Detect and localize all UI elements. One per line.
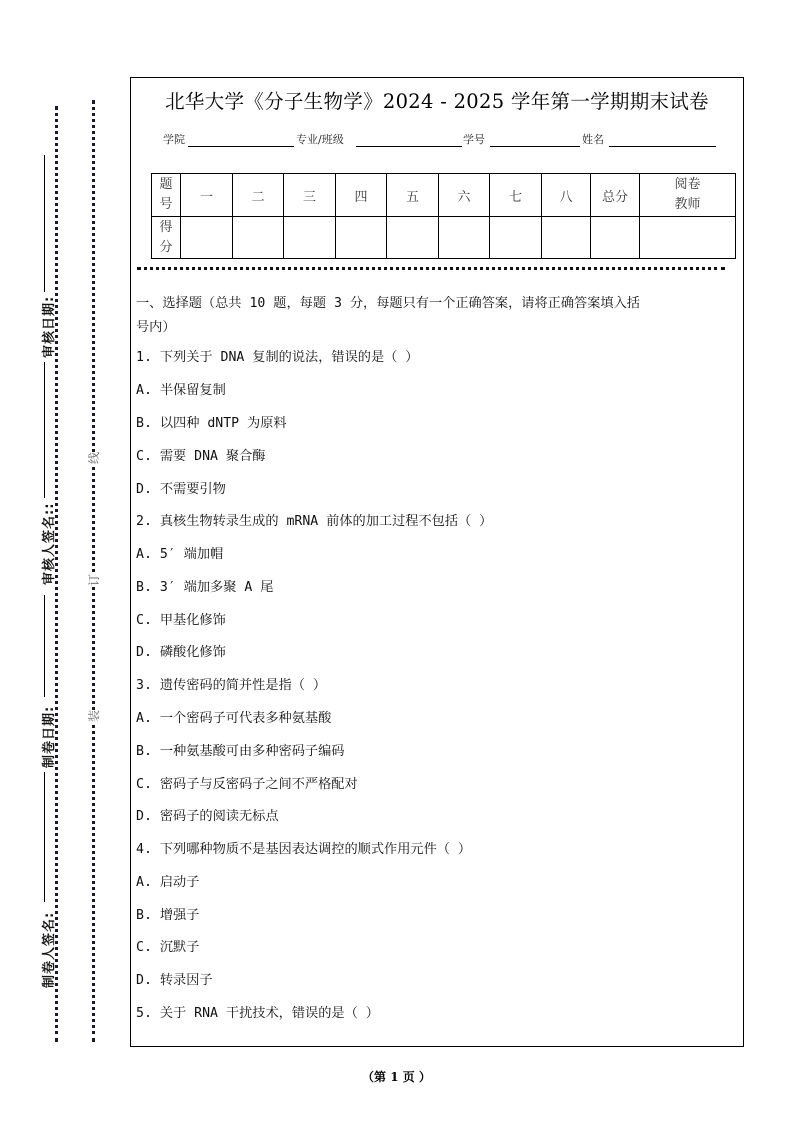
cut-mark-stitch: 装 <box>87 709 102 723</box>
score-cell[interactable] <box>439 217 490 259</box>
option-d: D. 密码子的阅读无标点 <box>136 809 279 824</box>
option-b: B. 增强子 <box>136 908 200 923</box>
signature-line-compiler <box>44 772 45 902</box>
col-header: 一 <box>181 174 233 217</box>
score-cell[interactable] <box>233 217 284 259</box>
score-cell[interactable] <box>336 217 387 259</box>
score-cell-total[interactable] <box>591 217 640 259</box>
option-d: D. 磷酸化修饰 <box>136 645 226 660</box>
name-label: 姓名 <box>582 133 604 146</box>
score-cell[interactable] <box>181 217 233 259</box>
grader-label: 阅卷 教师 <box>640 174 736 217</box>
col-header: 五 <box>387 174 439 217</box>
option-c: C. 需要 DNA 聚合酶 <box>136 449 266 464</box>
college-label: 学院 <box>163 133 185 146</box>
question-stem: 5. 关于 RNA 干扰技术，错误的是（ ） <box>136 1006 379 1021</box>
section-heading <box>136 292 740 340</box>
major-class-field[interactable] <box>356 146 462 147</box>
score-row <box>152 217 736 259</box>
binding-dotted-line-inner <box>55 106 58 1042</box>
question-stem: 3. 遗传密码的简并性是指（ ） <box>136 678 327 693</box>
score-cell[interactable] <box>284 217 336 259</box>
col-header: 七 <box>490 174 542 217</box>
option-b: B. 3′ 端加多聚 A 尾 <box>136 580 274 595</box>
col-header: 二 <box>233 174 284 217</box>
score-cell[interactable] <box>542 217 591 259</box>
option-a: A. 5′ 端加帽 <box>136 547 224 562</box>
review-date-label: 审核日期: <box>42 295 57 358</box>
col-header: 三 <box>284 174 336 217</box>
option-a: A. 半保留复制 <box>136 383 226 398</box>
option-b: B. 以四种 dNTP 为原料 <box>136 416 287 431</box>
student-id-label: 学号 <box>463 133 485 146</box>
compile-date-label: 制卷日期: <box>42 705 57 768</box>
col-header-total: 总分 <box>591 174 640 217</box>
option-c: C. 沉默子 <box>136 940 200 955</box>
cut-mark-line: 线 <box>87 451 102 465</box>
question-number-label: 题 号 <box>152 174 181 217</box>
option-a: A. 一个密码子可代表多种氨基酸 <box>136 711 332 726</box>
option-d: D. 转录因子 <box>136 973 213 988</box>
section-heading-line1: 一、选择题（总共 10 题，每题 3 分，每题只有一个正确答案，请将正确答案填入括 <box>136 296 640 311</box>
signature-line-review-date <box>44 155 45 292</box>
section-divider-dotted <box>137 267 725 270</box>
option-c: C. 密码子与反密码子之间不严格配对 <box>136 777 358 792</box>
col-header: 八 <box>542 174 591 217</box>
option-a: A. 启动子 <box>136 875 200 890</box>
score-cell[interactable] <box>387 217 439 259</box>
score-label: 得 分 <box>152 217 181 259</box>
col-header: 四 <box>336 174 387 217</box>
question-stem: 1. 下列关于 DNA 复制的说法，错误的是（ ） <box>136 350 419 365</box>
score-cell[interactable] <box>490 217 542 259</box>
option-b: B. 一种氨基酸可由多种密码子编码 <box>136 744 345 759</box>
col-header: 六 <box>439 174 490 217</box>
question-stem: 2. 真核生物转录生成的 mRNA 前体的加工过程不包括（ ） <box>136 514 493 529</box>
reviewer-signature-label: 审核人签名:: <box>42 502 57 585</box>
option-d: D. 不需要引物 <box>136 482 226 497</box>
student-id-field[interactable] <box>490 146 580 147</box>
signature-line-compile-date <box>44 595 45 697</box>
grader-signature-cell[interactable] <box>640 217 736 259</box>
major-class-label: 专业/班级 <box>296 133 344 146</box>
binding-dotted-line-outer <box>92 100 95 1042</box>
section-heading-line2: 号内） <box>136 320 176 335</box>
question-number-row <box>152 174 736 217</box>
cut-mark-bind: 订 <box>87 573 102 587</box>
option-c: C. 甲基化修饰 <box>136 613 226 628</box>
compiler-signature-label: 制卷人签名: <box>42 911 57 988</box>
name-field[interactable] <box>609 146 716 147</box>
page-number: （第 1 页 ） <box>362 1070 431 1084</box>
college-field[interactable] <box>188 146 294 147</box>
question-stem: 4. 下列哪种物质不是基因表达调控的顺式作用元件（ ） <box>136 842 472 857</box>
exam-title: 北华大学《分子生物学》2024 - 2025 学年第一学期期末试卷 <box>165 90 709 113</box>
score-table <box>151 173 736 259</box>
signature-line-reviewer <box>44 362 45 498</box>
